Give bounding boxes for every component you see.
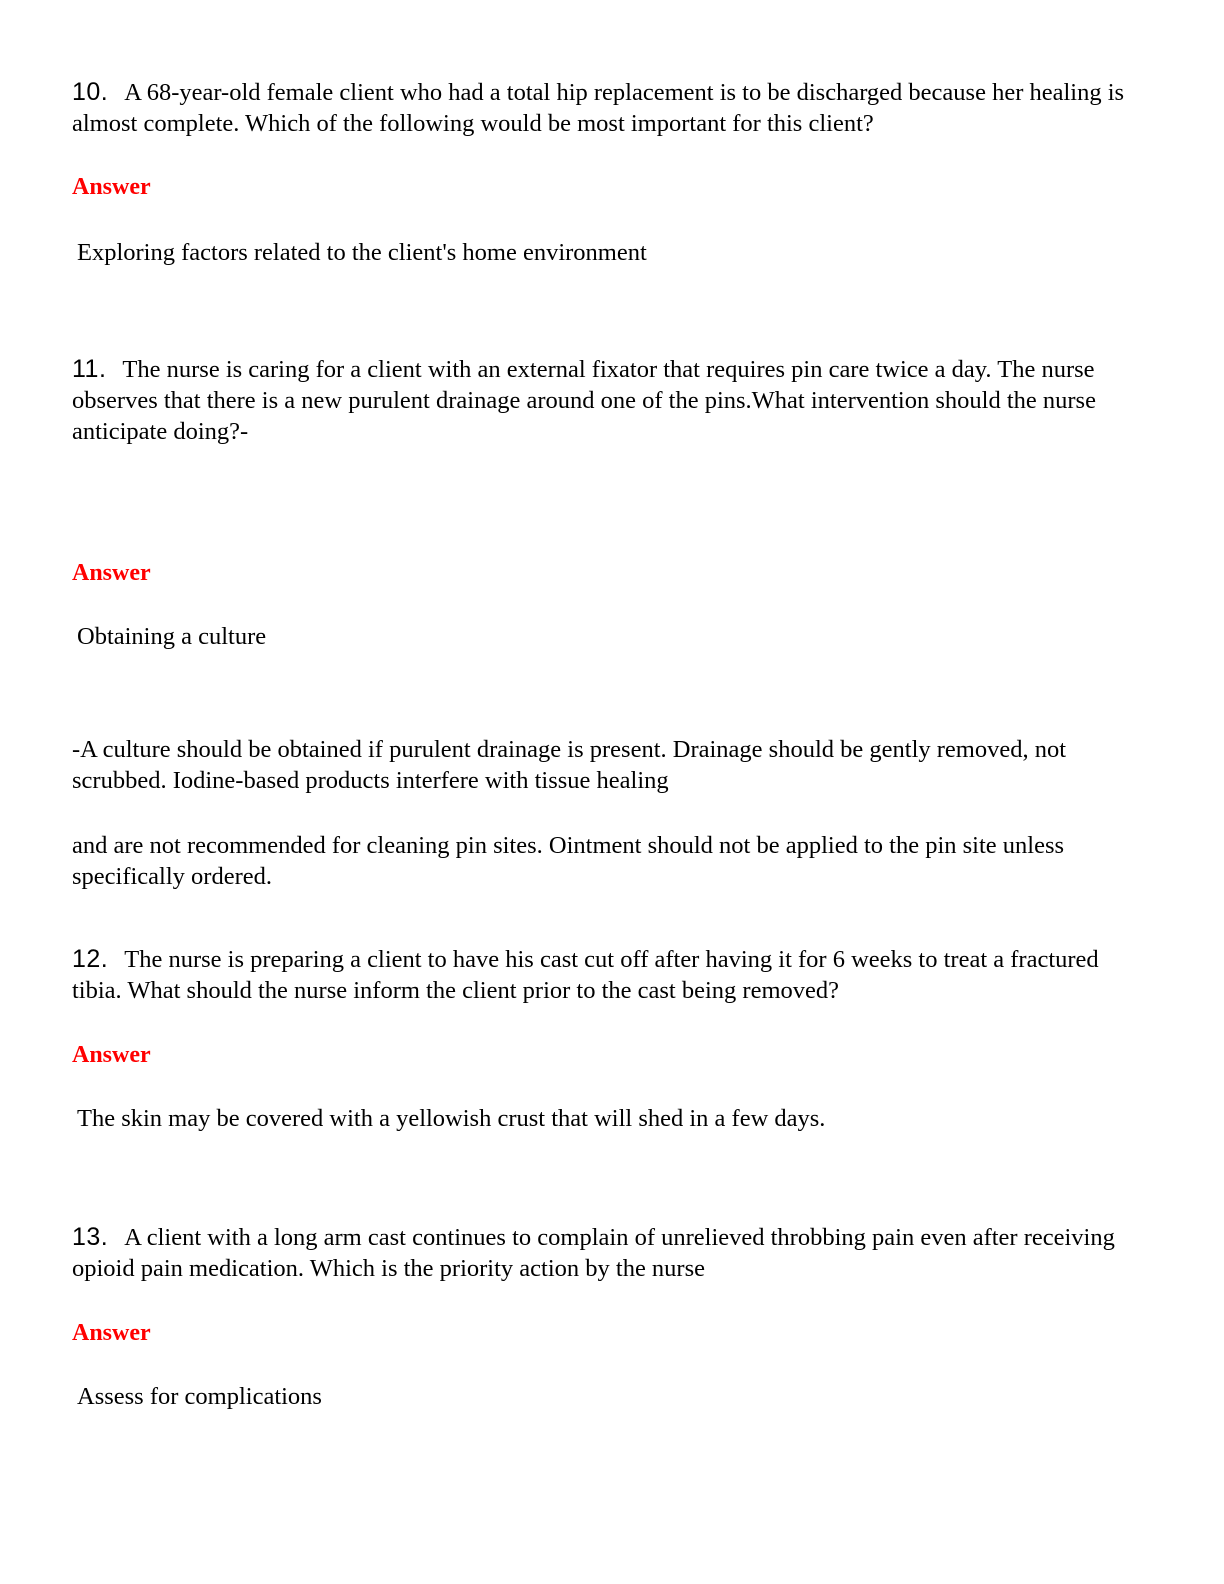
answer-text: Exploring factors related to the client's home environment (77, 239, 647, 266)
question-text: A client with a long arm cast continues to complain of unrelieved throbbing pain even after receiving opioid pain medication. Which is the priority action by the nurse (72, 1224, 1115, 1282)
answer-text: Assess for complications (77, 1383, 322, 1410)
answer-text: The skin may be covered with a yellowish crust that will shed in a few days. (77, 1105, 826, 1132)
question-number: 10. (72, 78, 109, 106)
question-number: 12. (72, 945, 109, 973)
answer-label: Answer (72, 1042, 151, 1068)
question-12 (72, 944, 1152, 1006)
rationale-paragraph: and are not recommended for cleaning pin sites. Ointment should not be applied to the pin site unless specifically ordered. (72, 832, 1065, 890)
answer-label: Answer (72, 1320, 151, 1346)
question-number: 11. (72, 355, 107, 383)
answer-text: Obtaining a culture (77, 623, 267, 650)
question-text: The nurse is preparing a client to have his cast cut off after having it for 6 weeks to treat a fractured tibia. What should the nurse inform the client prior to the cast being removed? (72, 946, 1099, 1004)
question-10 (72, 77, 1152, 139)
question-13 (72, 1222, 1152, 1284)
answer-label: Answer (72, 174, 151, 200)
question-text: The nurse is caring for a client with an external fixator that requires pin care twice a day. The nurse observes that there is a new purulent drainage around one of the pins.What intervention should the nurse anticipate doing?- (72, 356, 1096, 445)
rationale-paragraph: -A culture should be obtained if purulent drainage is present. Drainage should be gently removed, not scrubbed. Iodine-based products interfere with tissue healing (72, 736, 1067, 794)
question-number: 13. (72, 1223, 109, 1251)
question-text: A 68-year-old female client who had a total hip replacement is to be discharged because her healing is almost complete. Which of the following would be most important for this client? (72, 79, 1125, 137)
answer-label: Answer (72, 560, 151, 586)
question-11 (72, 354, 1152, 447)
